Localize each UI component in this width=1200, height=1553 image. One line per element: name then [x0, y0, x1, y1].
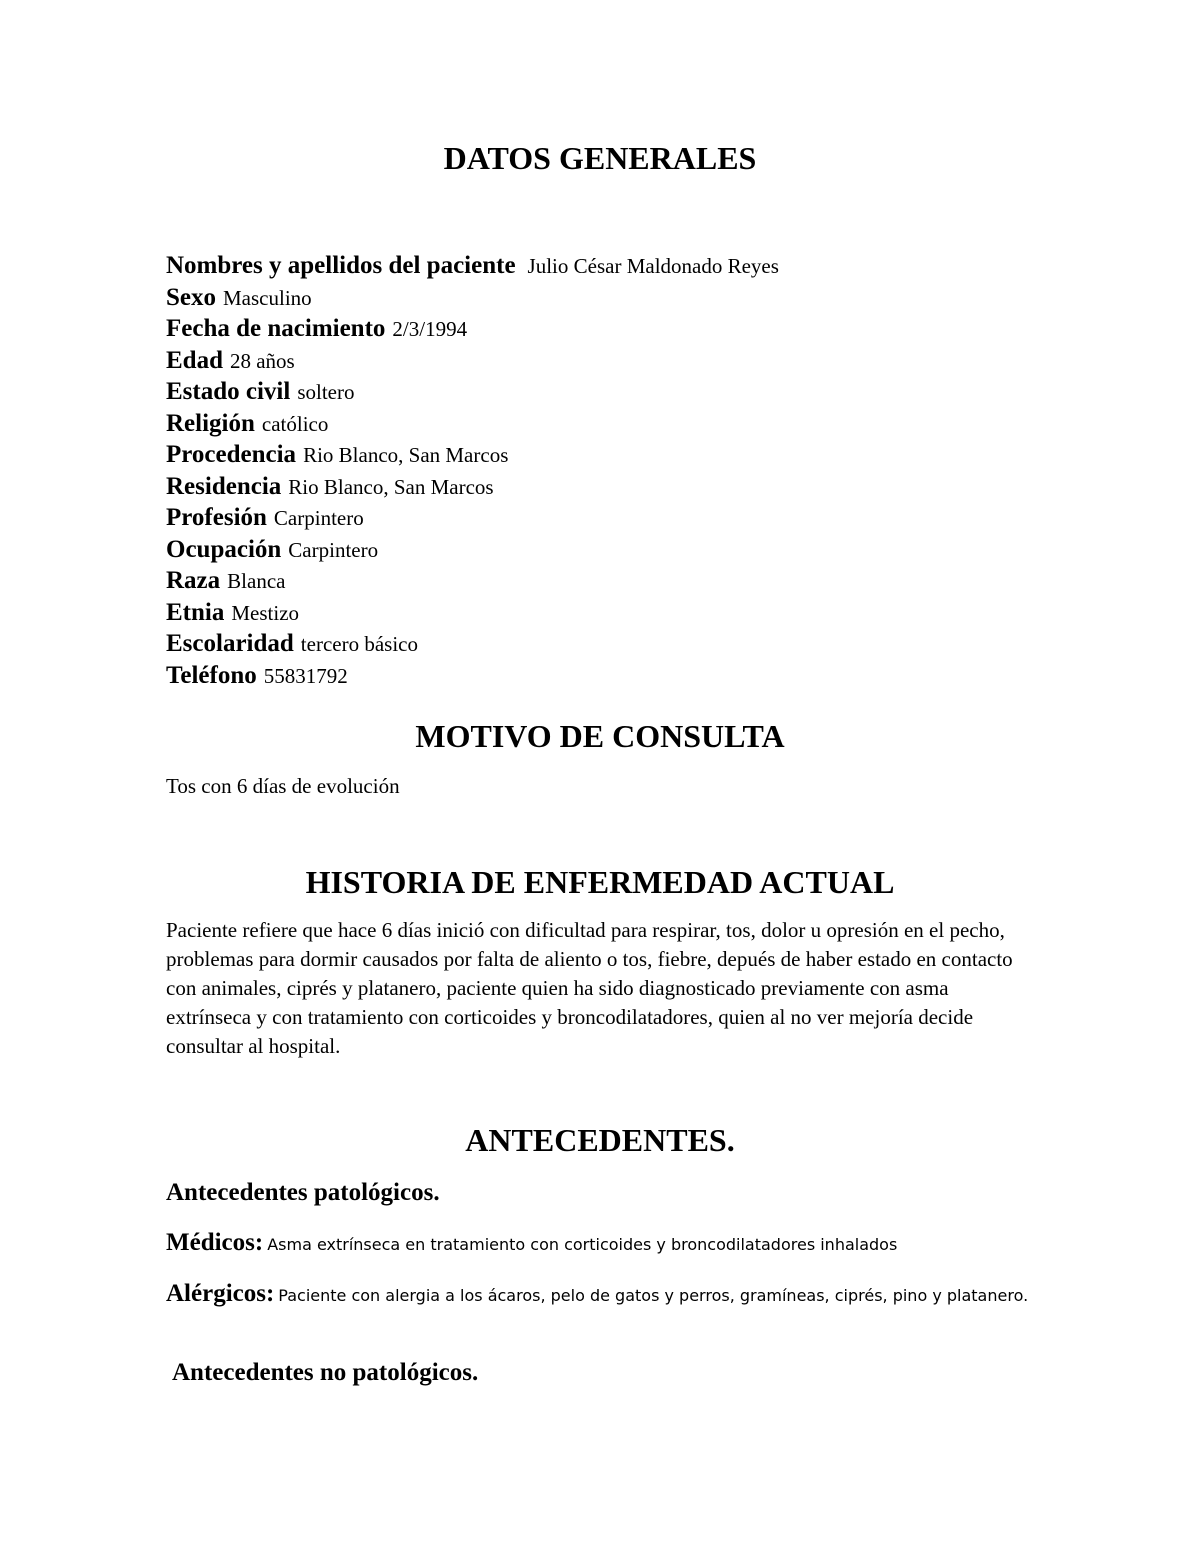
- field-label: Residencia: [166, 472, 282, 500]
- field-label: Etnia: [166, 598, 225, 626]
- field-value: Rio Blanco, San Marcos: [303, 443, 509, 467]
- field-label: Estado civil: [166, 378, 291, 405]
- alergicos-item: [166, 1279, 1046, 1312]
- field-label: Edad: [166, 346, 223, 374]
- medicos-item: [166, 1228, 1046, 1261]
- field-value: Rio Blanco, San Marcos: [288, 474, 494, 499]
- field-raza: [166, 565, 779, 597]
- field-value: Masculino: [223, 285, 312, 310]
- datos-generales-list: [166, 250, 779, 691]
- field-escolaridad: [166, 628, 779, 660]
- motivo-consulta-text: Tos con 6 días de evolución: [166, 774, 400, 798]
- field-value: 28 años: [229, 348, 295, 373]
- alergicos-label: Alérgicos:: [166, 1280, 275, 1307]
- field-nombres: [166, 250, 779, 282]
- field-value: Mestizo: [231, 600, 300, 625]
- field-label: Raza: [166, 567, 221, 594]
- medicos-label: Médicos:: [166, 1229, 264, 1256]
- medicos-text: Asma extrínseca en tratamiento con corticoides y broncodilatadores inhalados: [267, 1235, 898, 1254]
- field-label: Escolaridad: [166, 630, 294, 657]
- antecedentes-heading: ANTECEDENTES.: [465, 1122, 735, 1158]
- field-value: tercero básico: [300, 632, 418, 656]
- field-ocupacion: [166, 534, 779, 566]
- field-sexo: [166, 282, 779, 314]
- antecedentes-patologicos-heading: Antecedentes patológicos.: [166, 1179, 440, 1206]
- field-value: 55831792: [263, 663, 348, 688]
- field-label: Profesión: [166, 504, 267, 531]
- field-value: Julio César Maldonado Reyes: [527, 254, 779, 278]
- field-edad: [166, 345, 779, 377]
- field-etnia: [166, 597, 779, 629]
- field-telefono: [166, 660, 779, 692]
- field-procedencia: [166, 439, 779, 471]
- field-value: católico: [261, 411, 329, 436]
- datos-generales-heading: DATOS GENERALES: [443, 140, 757, 176]
- historia-text: Paciente refiere que hace 6 días inició con dificultad para respirar, tos, dolor u opresión en el pecho, problemas para dormir causados por falta de aliento o tos, fiebre, depués de haber estado en contacto con animales, ciprés y platanero, paciente quien ha sido diagnosticado previamente con asma extrínseca y con tratamiento con corticoides y broncodilatadores, quien al no ver mejoría decide consultar al hospital.: [166, 918, 1013, 1058]
- field-value: Carpintero: [273, 506, 364, 530]
- field-label: Ocupación: [166, 535, 282, 563]
- field-profesion: [166, 502, 779, 534]
- field-value: soltero: [297, 380, 355, 404]
- field-label: Nombres y apellidos del paciente: [166, 252, 516, 279]
- motivo-consulta-heading: MOTIVO DE CONSULTA: [415, 718, 785, 754]
- field-label: Procedencia: [166, 441, 297, 468]
- field-fecha-nacimiento: [166, 313, 779, 345]
- field-label: Fecha de nacimiento: [166, 315, 386, 342]
- field-label: Sexo: [166, 283, 216, 311]
- field-value: Blanca: [227, 569, 286, 593]
- field-value: 2/3/1994: [392, 317, 468, 341]
- historia-heading: HISTORIA DE ENFERMEDAD ACTUAL: [305, 864, 895, 900]
- alergicos-text: Paciente con alergia a los ácaros, pelo de gatos y perros, gramíneas, ciprés, pino y platanero.: [278, 1286, 1029, 1305]
- field-label: Religión: [166, 409, 255, 437]
- field-residencia: [166, 471, 779, 503]
- field-label: Teléfono: [166, 661, 257, 689]
- field-value: Carpintero: [288, 537, 379, 562]
- field-estado-civil: [166, 376, 779, 408]
- antecedentes-no-patologicos-heading: Antecedentes no patológicos.: [172, 1359, 479, 1386]
- field-religion: [166, 408, 779, 440]
